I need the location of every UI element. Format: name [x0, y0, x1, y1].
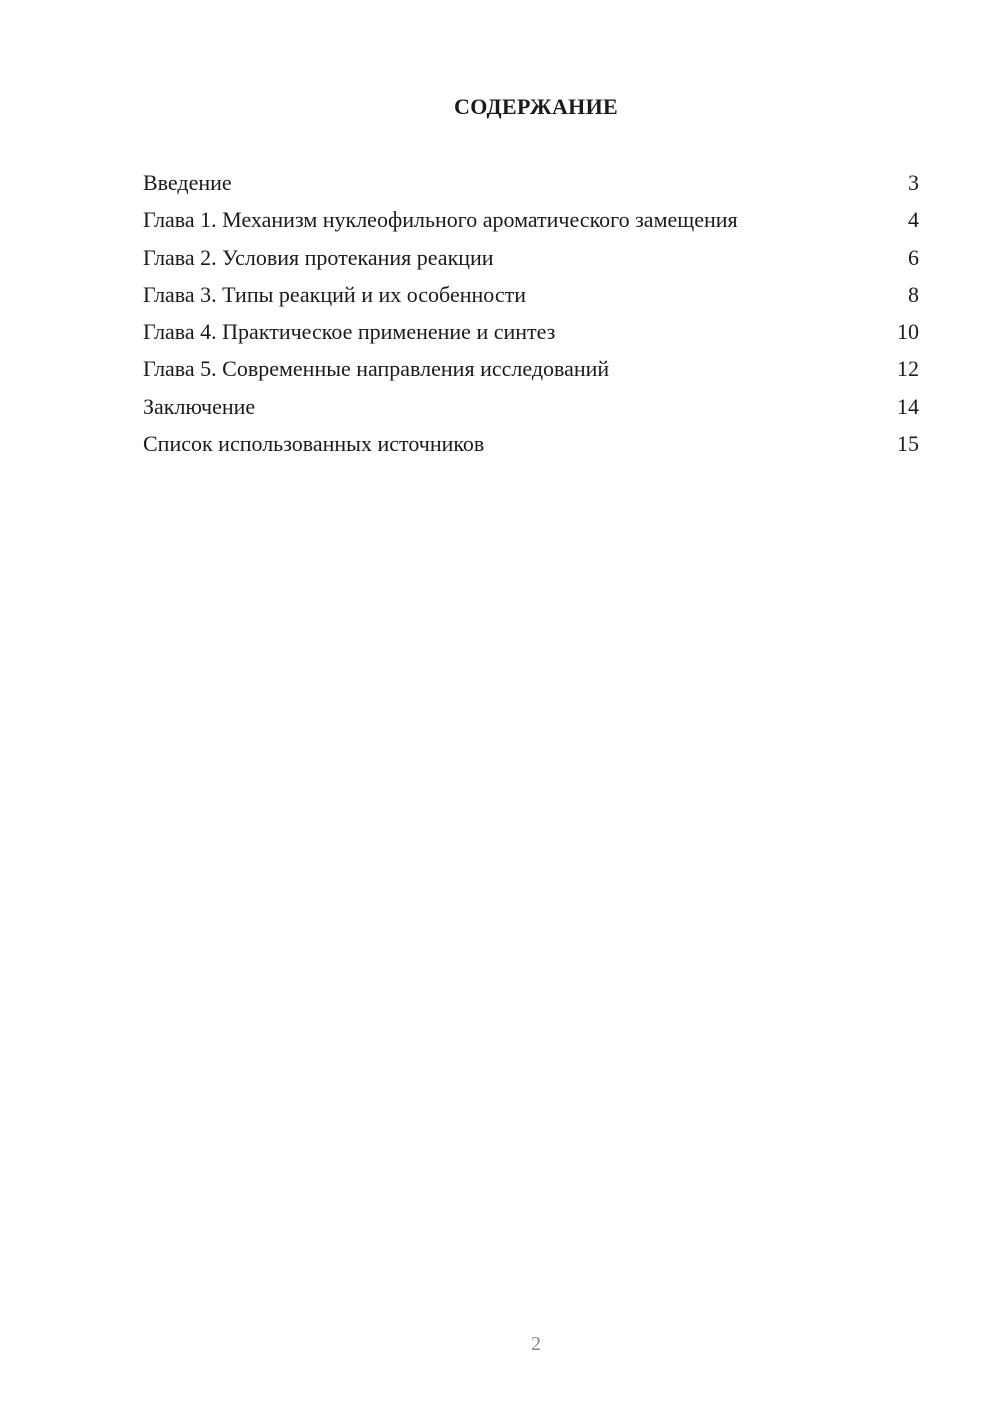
toc-entry-title: Глава 3. Типы реакций и их особенности	[143, 281, 526, 307]
toc-entry-chapter-3	[143, 280, 919, 317]
toc-entry-page: 15	[897, 431, 919, 457]
page-number: 2	[531, 1333, 541, 1355]
toc-entry-conclusion	[143, 392, 919, 429]
toc-entry-title: Заключение	[143, 393, 256, 419]
toc-entry-chapter-1	[143, 205, 919, 242]
toc-entry-title: Глава 1. Механизм нуклеофильного ароматического замещения	[143, 207, 738, 233]
toc-entry-page: 12	[897, 356, 919, 382]
toc-entry-page: 4	[908, 207, 919, 233]
toc-entry-introduction	[143, 168, 919, 205]
toc-entry-page: 3	[908, 170, 919, 195]
toc-entry-title: Глава 4. Практическое применение и синтез	[143, 319, 556, 345]
toc-entry-page: 14	[897, 393, 919, 419]
table-of-contents	[143, 168, 919, 466]
toc-entry-chapter-4	[143, 317, 919, 354]
toc-entry-page: 10	[897, 319, 919, 345]
toc-entry-page: 8	[908, 281, 919, 307]
toc-entry-title: Глава 2. Условия протекания реакции	[143, 244, 494, 270]
toc-entry-title: Глава 5. Современные направления исследований	[143, 356, 610, 382]
toc-heading: СОДЕРЖАНИЕ	[454, 94, 618, 119]
toc-entry-page: 6	[908, 244, 919, 270]
toc-entry-chapter-5	[143, 354, 919, 391]
toc-entry-title: Список использованных источников	[143, 431, 485, 457]
toc-entry-title: Введение	[143, 170, 232, 195]
toc-entry-references	[143, 429, 919, 466]
toc-entry-chapter-2	[143, 243, 919, 280]
